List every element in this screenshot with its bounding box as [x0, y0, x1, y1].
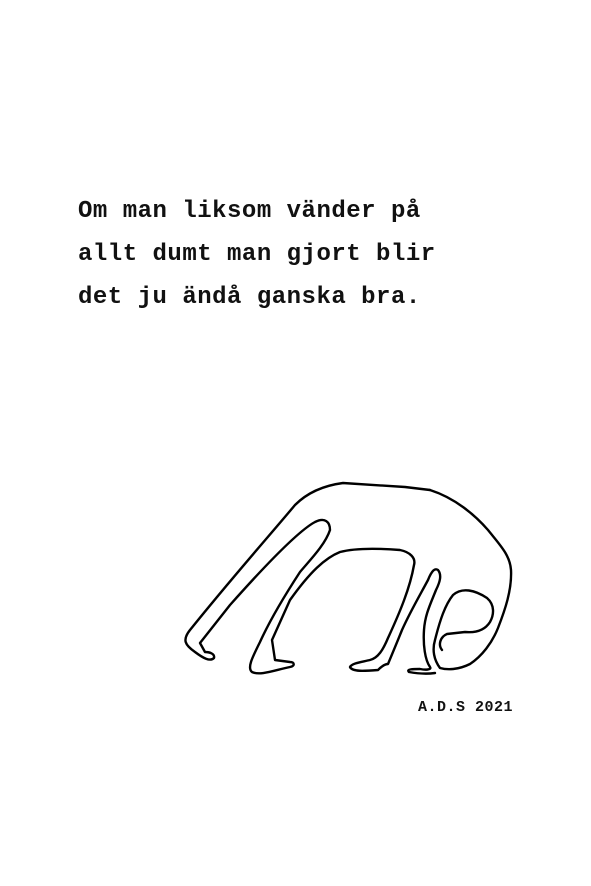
bent-over-figure-icon: [178, 474, 518, 684]
poem-line-3: det ju ändå ganska bra.: [78, 284, 421, 311]
figure-back-arm-outline: [185, 483, 440, 674]
figure-head-outline: [430, 490, 511, 669]
poem: [78, 190, 518, 319]
poem-line-1: Om man liksom vänder på: [78, 198, 421, 225]
signature: A.D.S 2021: [418, 699, 514, 716]
poem-line-2: allt dumt man gjort blir: [78, 241, 436, 268]
